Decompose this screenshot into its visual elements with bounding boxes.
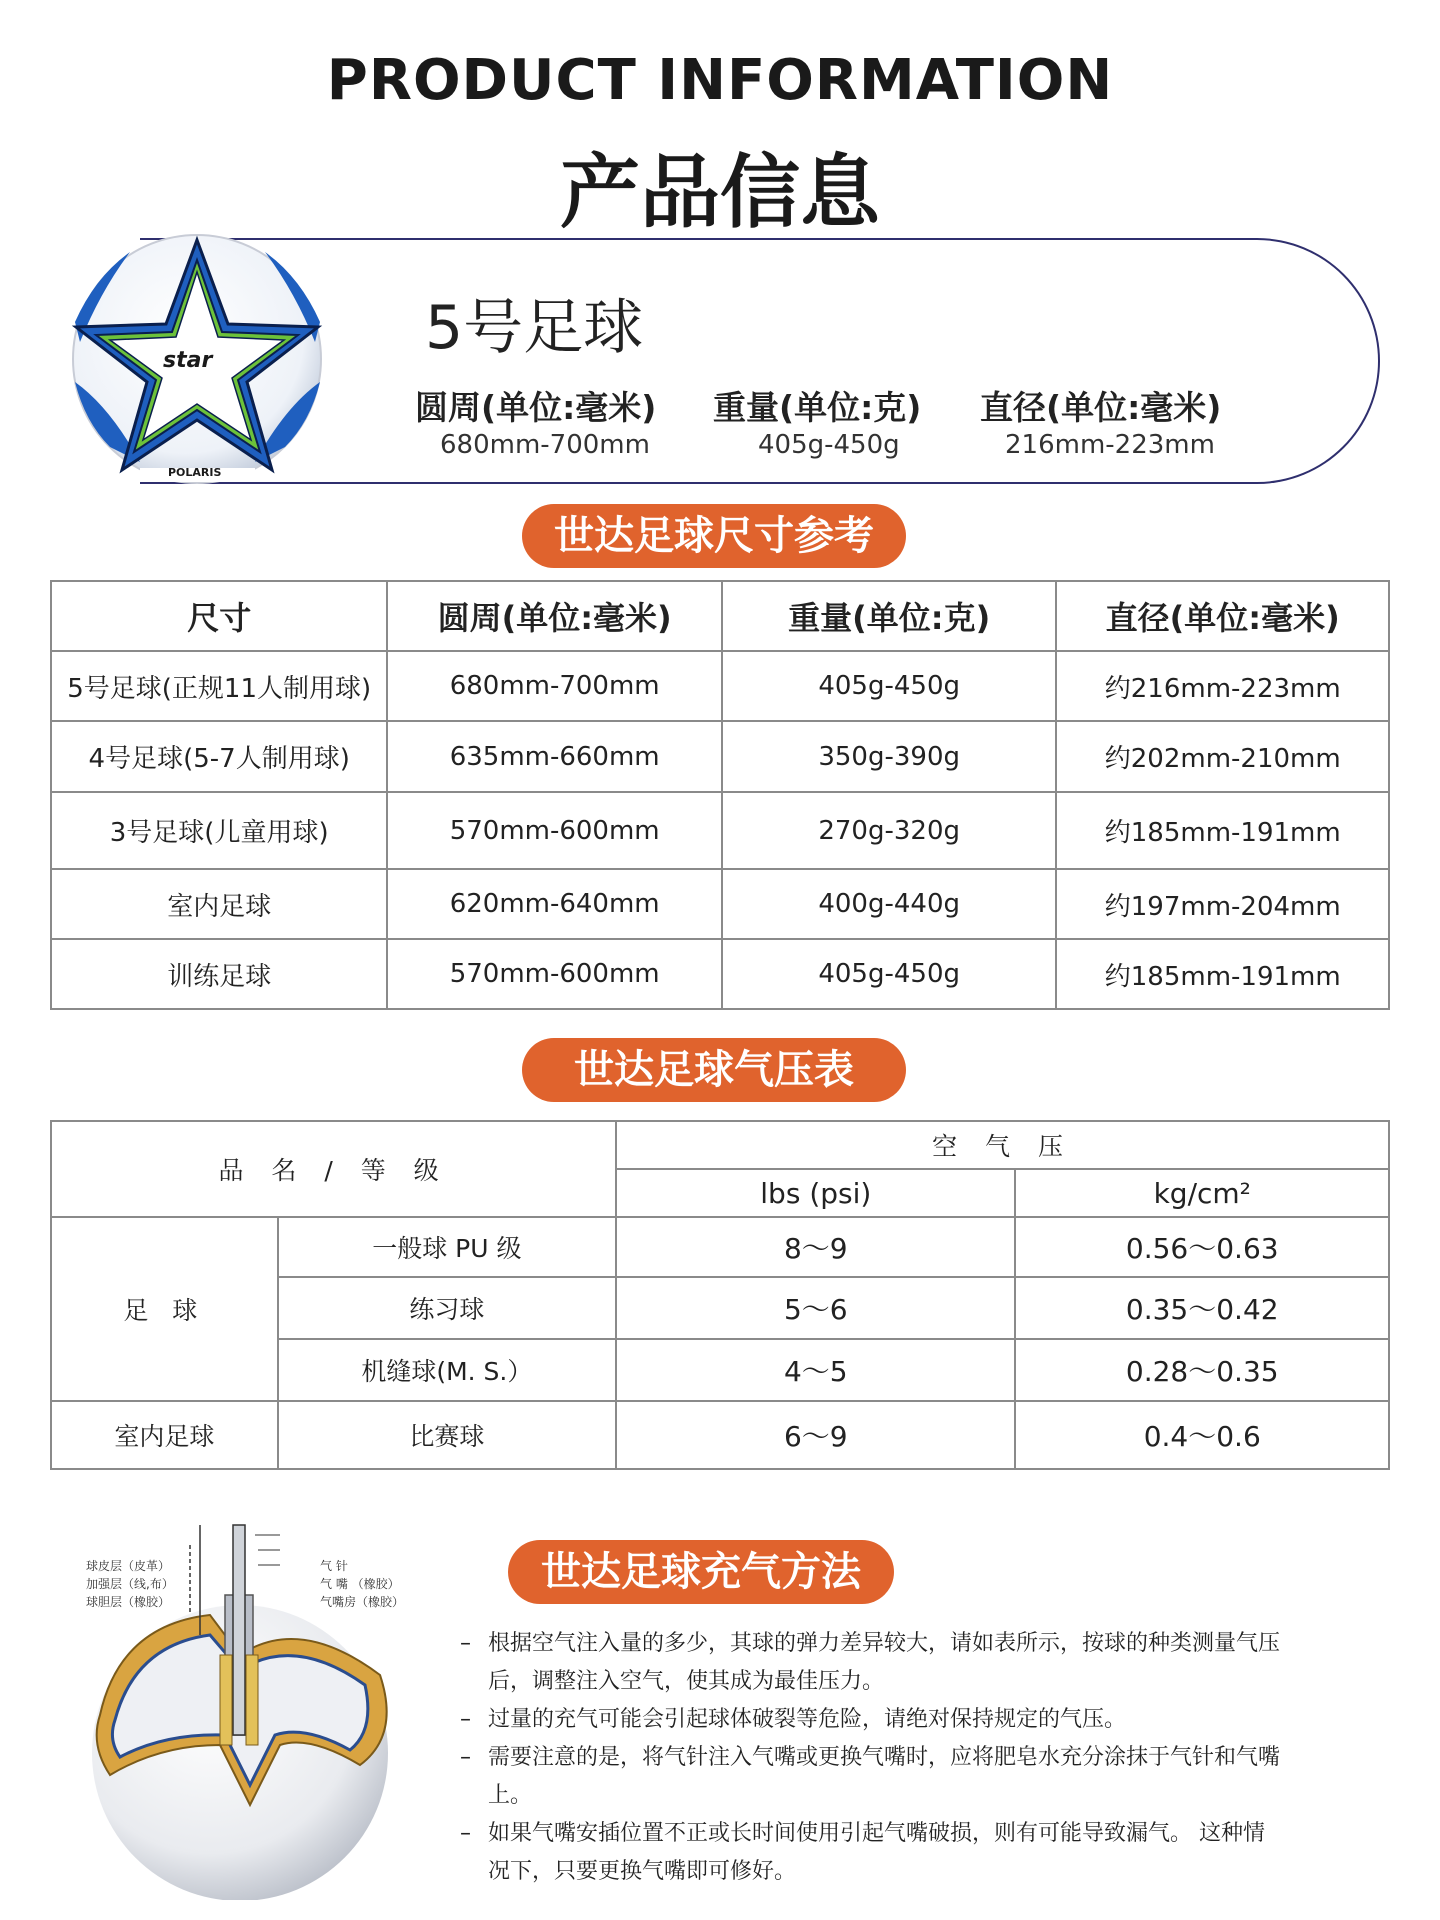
header-weight: 重量(单位:克) (722, 581, 1056, 651)
page-title-cn: 产品信息 (560, 146, 880, 239)
label-valve: 气 嘴 （橡胶） (320, 1577, 400, 1591)
header-kg: kg/cm² (1015, 1169, 1389, 1217)
cell-weight: 350g-390g (722, 721, 1056, 792)
spec-circumference-value: 680mm-700mm (440, 430, 650, 460)
label-needle: 气 针 (320, 1559, 348, 1573)
pressure-table (50, 1120, 1390, 1470)
header-lbs: lbs (psi) (616, 1169, 1015, 1217)
cell-diameter: 约202mm-210mm (1056, 721, 1389, 792)
group-soccer: 足 球 (51, 1217, 278, 1401)
list-item: – 需要注意的是，将气针注入气嘴或更换气嘴时，应将肥皂水充分涂抹于气针和气嘴上。 (460, 1745, 1281, 1808)
spec-diameter-value: 216mm-223mm (1005, 430, 1215, 460)
table-row (51, 792, 1389, 869)
cell-circumference: 570mm-600mm (387, 792, 722, 869)
size-section-title: 世达足球尺寸参考 (522, 504, 906, 568)
cell-size: 室内足球 (51, 869, 387, 939)
cell-weight: 405g-450g (722, 651, 1056, 721)
cell-circumference: 680mm-700mm (387, 651, 722, 721)
product-name: 5号足球 (425, 293, 644, 363)
cell-kg: 0.4～0.6 (1015, 1401, 1389, 1469)
group-indoor: 室内足球 (51, 1401, 278, 1469)
label-bladder-layer: 球胆层（橡胶） (86, 1595, 171, 1609)
spec-diameter-label: 直径(单位:毫米) (980, 388, 1222, 427)
cell-weight: 270g-320g (722, 792, 1056, 869)
table-row (51, 721, 1389, 792)
size-table-header (51, 581, 1389, 651)
list-item: – 如果气嘴安插位置不正或长时间使用引起气嘴破损，则有可能导致漏气。 这种情况下，只要更换气嘴即可修好。 (460, 1821, 1265, 1884)
cell-lbs: 4～5 (616, 1339, 1015, 1401)
list-item: – 根据空气注入量的多少，其球的弹力差异较大，请如表所示，按球的种类测量气压后，调整注入空气，使其成为最佳压力。 (460, 1631, 1281, 1694)
table-row (51, 939, 1389, 1009)
table-row (51, 869, 1389, 939)
cell-size: 4号足球(5-7人制用球) (51, 721, 387, 792)
inflation-notes (460, 1625, 1280, 1891)
header-circumference: 圆周(单位:毫米) (387, 581, 722, 651)
label-outer-skin: 球皮层（皮革） (86, 1559, 171, 1573)
page-title-en: PRODUCT INFORMATION (326, 48, 1114, 113)
cell-grade: 机缝球(M. S.） (278, 1339, 616, 1401)
label-reinforce-layer: 加强层（线,布） (86, 1577, 174, 1591)
cell-diameter: 约216mm-223mm (1056, 651, 1389, 721)
cell-size: 5号足球(正规11人制用球) (51, 651, 387, 721)
list-item: – 过量的充气可能会引起球体破裂等危险，请绝对保持规定的气压。 (460, 1707, 1127, 1732)
header-diameter: 直径(单位:毫米) (1056, 581, 1389, 651)
header-name-grade: 品 名 / 等 级 (51, 1121, 616, 1217)
inflate-section-title: 世达足球充气方法 (508, 1540, 894, 1604)
pressure-section-title: 世达足球气压表 (522, 1038, 906, 1102)
cell-lbs: 8～9 (616, 1217, 1015, 1277)
cell-weight: 400g-440g (722, 869, 1056, 939)
cell-diameter: 约185mm-191mm (1056, 939, 1389, 1009)
cell-grade: 比赛球 (278, 1401, 616, 1469)
cell-diameter: 约197mm-204mm (1056, 869, 1389, 939)
cell-lbs: 5～6 (616, 1277, 1015, 1339)
cell-circumference: 570mm-600mm (387, 939, 722, 1009)
header-air-pressure: 空 气 压 (616, 1121, 1389, 1169)
size-table (50, 580, 1390, 1010)
spec-weight-value: 405g-450g (758, 430, 900, 460)
cell-grade: 练习球 (278, 1277, 616, 1339)
spec-weight-label: 重量(单位:克) (713, 388, 922, 427)
cell-size: 3号足球(儿童用球) (51, 792, 387, 869)
ball-model-label: POLARIS (168, 466, 222, 479)
table-row (51, 651, 1389, 721)
cell-circumference: 635mm-660mm (387, 721, 722, 792)
cell-circumference: 620mm-640mm (387, 869, 722, 939)
cell-kg: 0.28～0.35 (1015, 1339, 1389, 1401)
label-valve-housing: 气嘴房（橡胶） (320, 1595, 405, 1609)
table-row (51, 1217, 1389, 1277)
cell-kg: 0.56～0.63 (1015, 1217, 1389, 1277)
cell-grade: 一般球 PU 级 (278, 1217, 616, 1277)
cell-lbs: 6～9 (616, 1401, 1015, 1469)
table-row (51, 1401, 1389, 1469)
spec-circumference-label: 圆周(单位:毫米) (415, 388, 657, 427)
cell-weight: 405g-450g (722, 939, 1056, 1009)
cell-diameter: 约185mm-191mm (1056, 792, 1389, 869)
cell-kg: 0.35～0.42 (1015, 1277, 1389, 1339)
header-size: 尺寸 (51, 581, 387, 651)
cell-size: 训练足球 (51, 939, 387, 1009)
star-logo: star (163, 348, 213, 373)
